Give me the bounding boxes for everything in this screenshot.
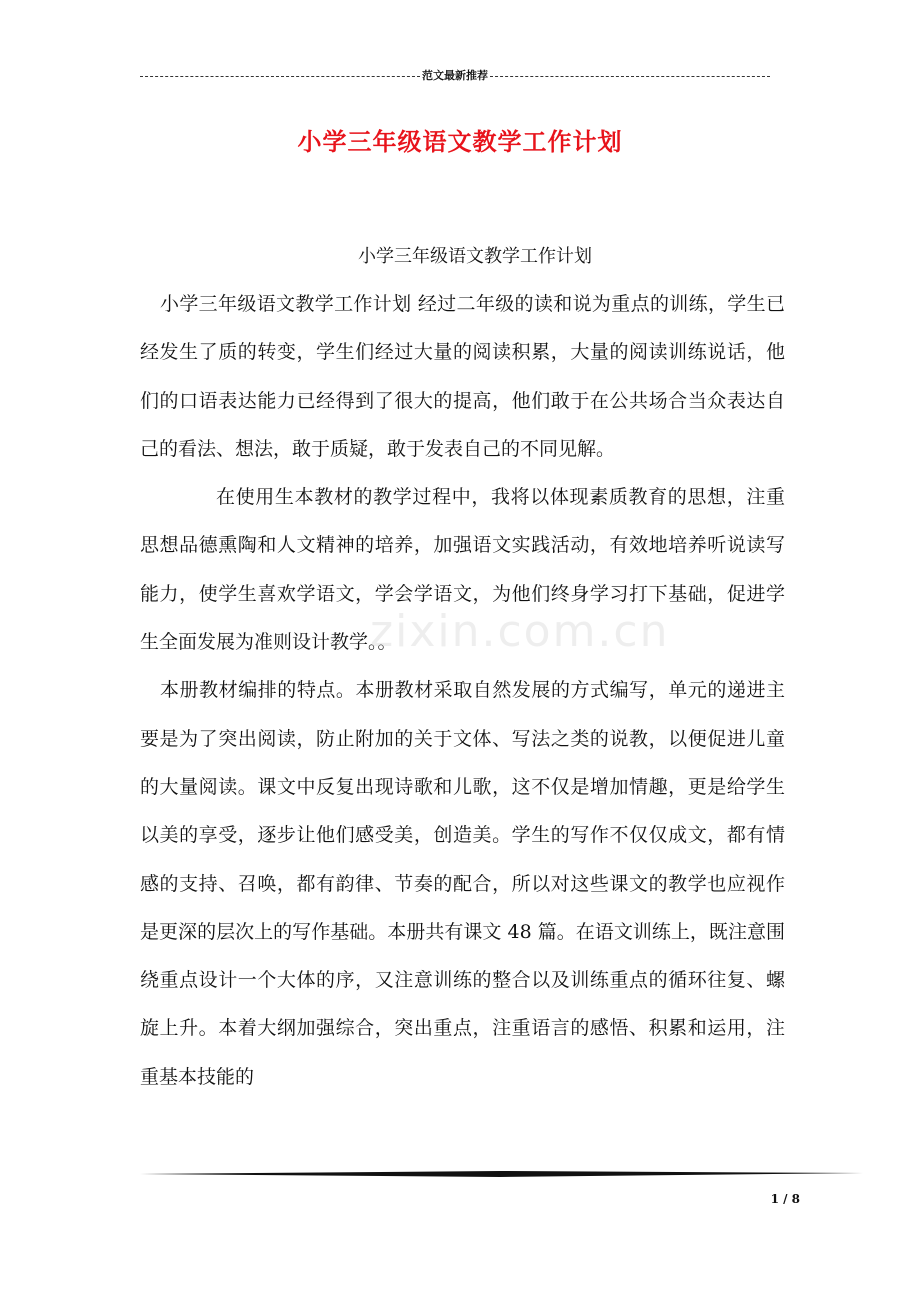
header-label: 范文最新推荐 (422, 69, 488, 82)
document-title: 小学三年级语文教学工作计划 (297, 127, 623, 156)
header-dashes-right (490, 76, 770, 77)
paragraph-textbook-features: 本册教材编排的特点。本册教材采取自然发展的方式编写，单元的递进主要是为了突出阅读，防止附加的关于文体、写法之类的说教，以便促进儿童的大量阅读。课文中反复出现诗歌和儿歌，这不仅是增加情趣，更是给学生以美的享受，逐步让他们感受美，创造美。学生的写作不仅仅成文，都有情感的支持、召唤，都有韵律、节奏的配合，所以对这些课文的教学也应视作是更深的层次上的写作基础。本册共有课文 48 篇。在语文训练上，既注意围绕重点设计一个大体的序，又注意训练的整合以及训练重点的循环往复、螺旋上升。本着大纲加强综合，突出重点，注重语言的感悟、积累和运用，注重基本技能的 (140, 679, 785, 1088)
document-body (140, 280, 785, 1101)
document-subtitle: 小学三年级语文教学工作计划 (358, 246, 592, 267)
watermark: zixin.com.cn (370, 606, 670, 657)
page-number: 1 / 8 (770, 1192, 800, 1206)
header-dashes-left (140, 76, 420, 77)
footer-rule (140, 1166, 863, 1180)
paragraph-intro: 小学三年级语文教学工作计划 经过二年级的读和说为重点的训练，学生已经发生了质的转变，学生们经过大量的阅读积累，大量的阅读训练说话，他们的口语表达能力已经得到了很大的提高，他们敢于在公共场合当众表达自己的看法、想法，敢于质疑，敢于发表自己的不同见解。 (140, 293, 785, 460)
paragraph-teaching-approach: 在使用生本教材的教学过程中，我将以体现素质教育的思想，注重思想品德熏陶和人文精神的培养，加强语文实践活动，有效地培养听说读写能力，使学生喜欢学语文，学会学语文，为他们终身学习打下基础，促进学生全面发展为准则设计教学。。 (140, 486, 785, 654)
header-rule (140, 66, 770, 86)
